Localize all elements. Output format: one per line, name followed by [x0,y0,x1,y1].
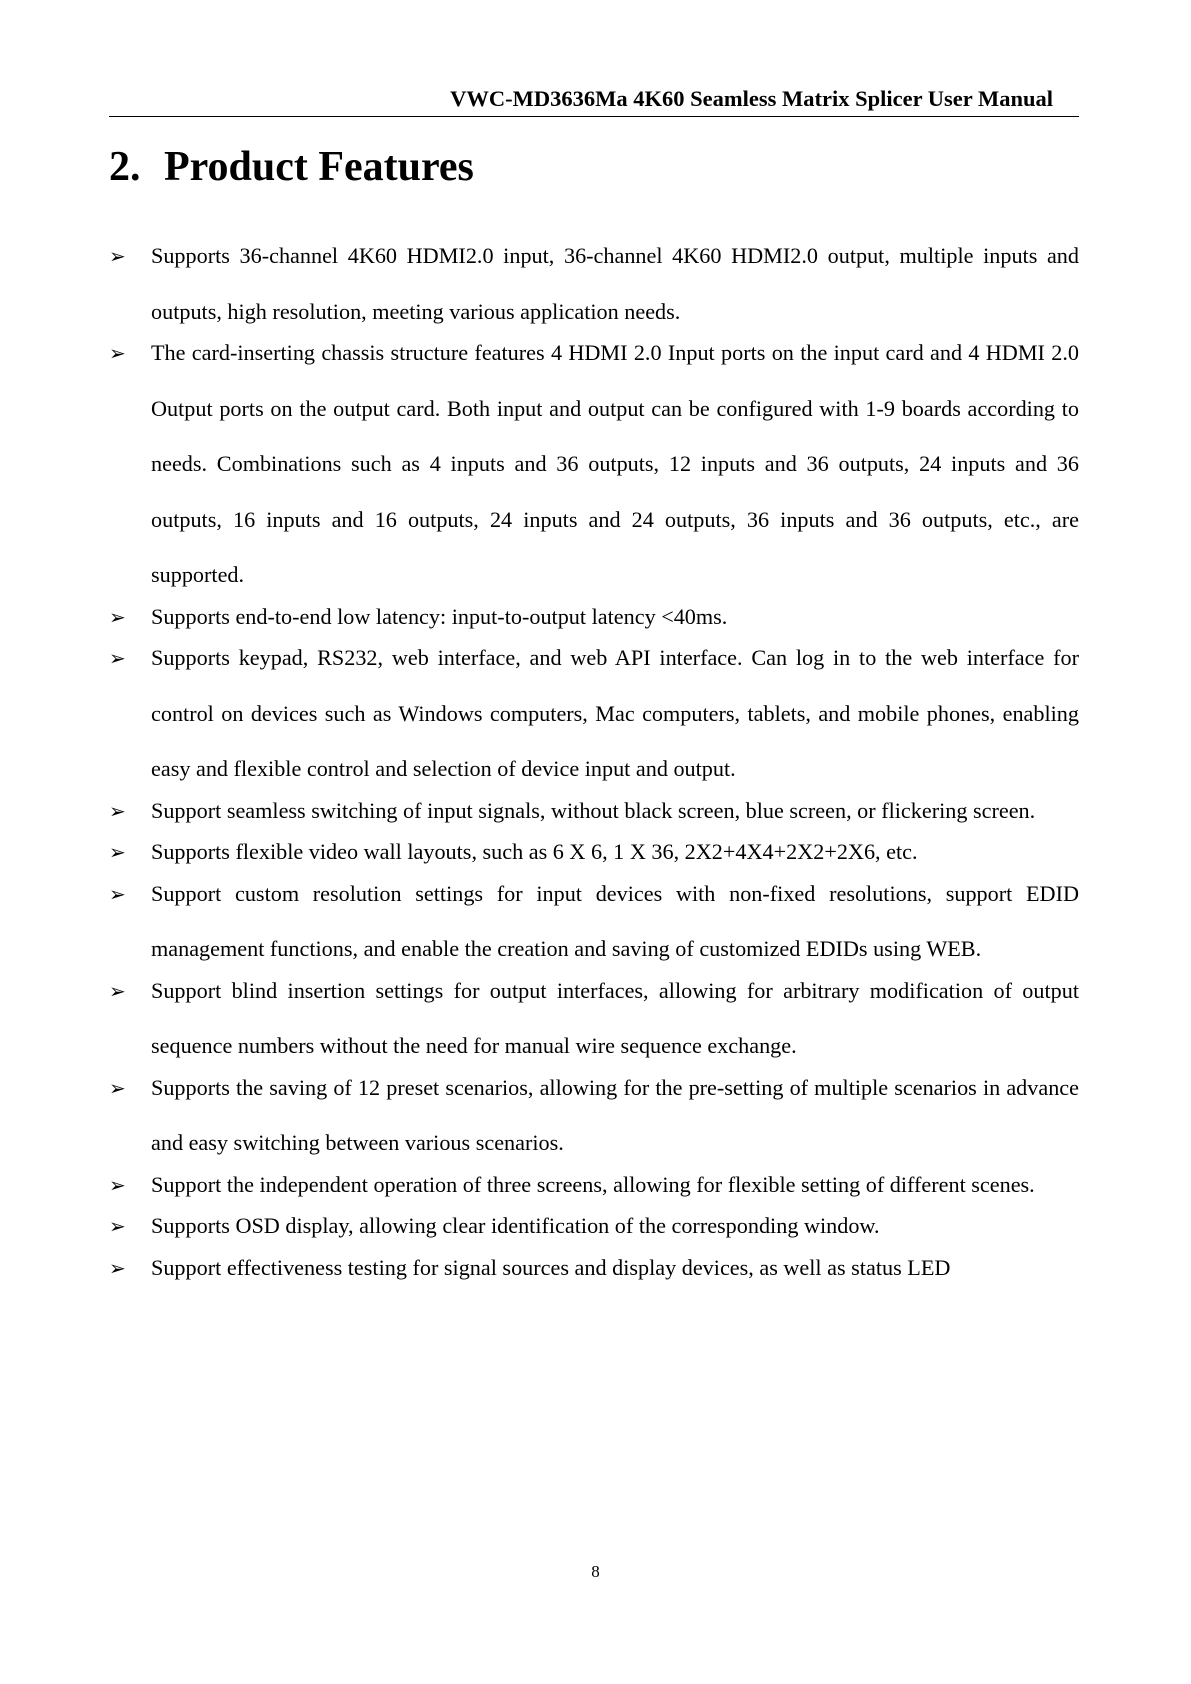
arrow-bullet-icon: ➢ [109,1172,126,1197]
feature-text: Supports flexible video wall layouts, such as 6 X 6, 1 X 36, 2X2+4X4+2X2+2X6, etc. [151,839,918,864]
arrow-bullet-icon: ➢ [109,798,126,823]
feature-text: Support effectiveness testing for signal sources and display devices, as well as status LED [151,1254,951,1280]
feature-text: Supports 36-channel 4K60 HDMI2.0 input, 36-channel 4K60 HDMI2.0 output, multiple inputs and outputs, high resolution, meeting various application needs. [151,243,1079,324]
header-title: VWC-MD3636Ma 4K60 Seamless Matrix Splicer User Manual [450,86,1053,111]
arrow-bullet-icon: ➢ [109,1255,126,1280]
section-number: 2. [109,144,141,190]
feature-text: Support blind insertion settings for output interfaces, allowing for arbitrary modification of output sequence numbers without the need for manual wire sequence exchange. [151,977,1079,1058]
feature-text: Support custom resolution settings for input devices with non-fixed resolutions, support EDID management functions, and enable the creation and saving of customized EDIDs using WEB. [151,880,1079,961]
feature-text: Support seamless switching of input signals, without black screen, blue screen, or flickering screen. [151,797,1036,823]
feature-text: Supports OSD display, allowing clear identification of the corresponding window. [151,1213,880,1238]
section-title: Product Features [164,144,474,190]
arrow-bullet-icon: ➢ [109,244,126,268]
feature-item [109,338,1079,616]
arrow-bullet-icon: ➢ [109,1214,126,1238]
feature-text: Supports keypad, RS232, web interface, and web API interface. Can log in to the web interface for control on devices such as Windows computers, Mac computers, tablets, and mobile phones, enabling easy and flexible control and selection of device input and output. [151,645,1079,781]
arrow-bullet-icon: ➢ [109,341,126,365]
section-heading [109,143,474,191]
arrow-bullet-icon: ➢ [109,881,126,906]
feature-item [109,1253,1079,1309]
feature-text: The card-inserting chassis structure features 4 HDMI 2.0 Input ports on the input card and 4 HDMI 2.0 Output ports on the output card. Both input and output can be configured with 1-9 boards according to needs. Combinations such as 4 inputs and 36 outputs, 12 inputs and 36 outputs, 24 inputs and 36 outputs, 16 inputs and 16 outputs, 24 inputs and 24 outputs, 36 inputs and 36 outputs, etc., are supported. [151,340,1079,587]
arrow-bullet-icon: ➢ [109,978,126,1003]
feature-list [109,241,1079,1308]
arrow-bullet-icon: ➢ [109,840,126,864]
page-number: 8 [591,1562,600,1581]
feature-text: Supports the saving of 12 preset scenarios, allowing for the pre-setting of multiple scenarios in advance and easy switching between various scenarios. [151,1074,1079,1155]
feature-text: Support the independent operation of three screens, allowing for flexible setting of different scenes. [151,1171,1035,1197]
feature-text: Supports end-to-end low latency: input-to-output latency <40ms. [151,603,728,629]
arrow-bullet-icon: ➢ [109,604,126,629]
running-header [109,82,1079,117]
arrow-bullet-icon: ➢ [109,1075,126,1100]
arrow-bullet-icon: ➢ [109,646,126,670]
